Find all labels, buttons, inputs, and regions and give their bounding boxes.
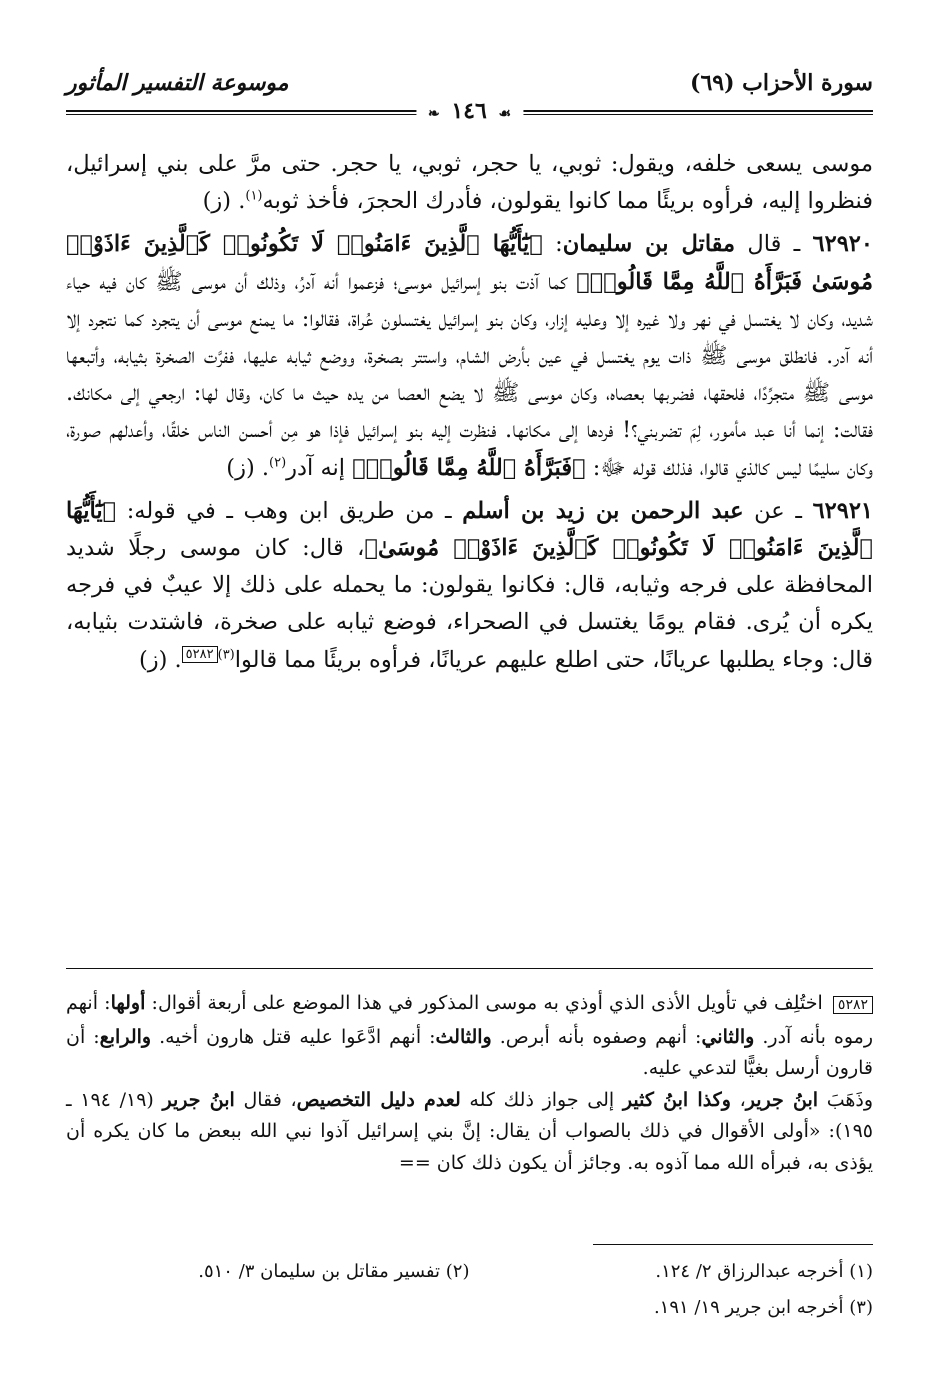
main-text <box>66 146 873 685</box>
narration-62921: ٦٢٩٢١ ـ عن عبد الرحمن بن زيد بن أسلم ـ من طريق ابن وهب ـ في قوله: ﴿يَٰٓأَيُّهَا ٱلَّذِينَ ءَامَنُوا۟ لَا تَكُونُوا۟ كَٱلَّذِينَ ءَاذَوْا۟ مُوسَىٰ﴾، قال: كان موسى رجلًا شديد المحافظة على فرجه وثيابه، قال: فكانوا يقولون: ما يحمله على ذلك إلا عيبٌ في فرجه يكره أن يُرى. فقام يومًا يغتسل في الصحراء، فوضع ثيابه على صخرة، فاشتدت بثيابه، قال: وجاء يطلبها عريانًا، حتى اطلع عليهم عريانًا، فرأوه بريئًا مما قالوا$^{(٣)٥٢٨٢}$. (ز) <box>66 497 874 673</box>
footnote-1: (١) أخرجه عبدالرزاق ٢/ ١٢٤. <box>655 1261 873 1282</box>
page-number-text: ١٤٦ <box>451 98 487 124</box>
narration-number: ٦٢٩٢١ <box>812 497 873 524</box>
commentary-ref: ٥٢٨٢ <box>182 646 218 663</box>
footnotes-rule <box>593 1244 873 1245</box>
commentary-block <box>66 988 873 1179</box>
footnote-ref: (٣) <box>217 647 235 663</box>
ornament-right-icon: ☙ <box>498 106 512 122</box>
quran-verse: ﴿يَٰٓأَيُّهَا ٱلَّذِينَ ءَامَنُوا۟ لَا تَكُونُوا۟ كَٱلَّذِينَ ءَاذَوْا۟ مُوسَىٰ فَبَرَّأَهُ ٱللَّهُ مِمَّا قَالُوا۟﴾ <box>66 231 874 295</box>
footnote-row <box>66 1290 873 1326</box>
narration-number: ٦٢٩٢٠ <box>812 231 873 258</box>
page-header <box>66 66 873 136</box>
footnote-2: (٢) تفسير مقاتل بن سليمان ٣/ ٥١٠. <box>198 1261 470 1282</box>
narrator-name: مقاتل بن سليمان <box>562 231 736 258</box>
commentary-number: ٥٢٨٢ <box>833 996 873 1014</box>
quran-verse: ﴿فَبَرَّأَهُ ٱللَّهُ مِمَّا قَالُوا۟﴾ <box>352 454 586 481</box>
book-title: موسوعة التفسير المأثور <box>66 70 289 96</box>
narrator-name: عبد الرحمن بن زيد بن أسلم <box>462 497 744 524</box>
footnotes <box>66 1254 873 1326</box>
quran-verse: ﴿يَٰٓأَيُّهَا ٱلَّذِينَ ءَامَنُوا۟ لَا تَكُونُوا۟ كَٱلَّذِينَ ءَاذَوْا۟ مُوسَىٰ﴾ <box>66 497 874 562</box>
page-number <box>416 98 523 124</box>
footnote-ref: (١) <box>245 188 263 204</box>
commentary-rule <box>66 968 873 969</box>
footnote-3: (٣) أخرجه ابن جرير ١٩/ ١٩١. <box>653 1297 873 1318</box>
commentary-paragraph-2: وذَهَبَ ابنُ جرير، وكذا ابنُ كثير إلى جواز ذلك كله لعدم دليل التخصيص، فقال ابنُ جرير (١٩/ ١٩٤ ـ ١٩٥): «أولى الأقوال في ذلك بالصواب أن يقال: إنَّ بني إسرائيل آذوا نبي الله ببعض ما كان يكره أن يؤذى به، فبرأه الله مما آذوه به. وجائز أن يكون ذلك كان == <box>66 1088 874 1174</box>
ornament-left-icon: ❧ <box>427 106 440 122</box>
footnote-row <box>66 1254 873 1290</box>
paragraph-continuation: موسى يسعى خلفه، ويقول: ثوبي، يا حجر، ثوبي، يا حجر. حتى مرَّ على بني إسرائيل، فنظروا إليه، فرأوه بريئًا مما كانوا يقولون، فأدرك الحجرَ، فأخذ ثوبه$^{(١)}$. (ز) <box>66 151 873 215</box>
footnote-ref: (٢) <box>269 455 287 471</box>
surah-title: سورة الأحزاب (٦٩) <box>690 70 873 96</box>
narration-62920: ٦٢٩٢٠ ـ قال مقاتل بن سليمان: ﴿يَٰٓأَيُّهَا ٱلَّذِينَ ءَامَنُوا۟ لَا تَكُونُوا۟ كَٱلَّذِينَ ءَاذَوْا۟ مُوسَىٰ فَبَرَّأَهُ ٱللَّهُ مِمَّا قَالُوا۟﴾ كما آذت بنو إسرائيل موسى؛ فزعموا أنه آدرُ، وذلك أن موسى ﷺ كان فيه حياء شديد، وكان لا يغتسل في نهر ولا غيره إلا وعليه إزار، وكان بنو إسرائيل يغتسلون عُراة، فقالوا: ما يمنع موسى أن يتجرد كما نتجرد إلا أنه آدر. فانطلق موسى ﷺ ذات يوم يغتسل في عين بأرض الشام، واستتر بصخرة، ووضع ثيابه عليها، ففرَّت الصخرة بثيابه، وأتبعها موسى ﷺ متجرِّدًا، فلحقها، فضربها بعصاه، وكان موسى ﷺ لا يضع العصا من يده حيث ما كان، وقال لها: ارجعي إلى مكانك. فقالت: إنما أنا عبد مأمور، لِمَ تضربني؟! فردها إلى مكانها. فنظرت إليه بنو إسرائيل فإذا هو مِن أحسن الناس خلقًا، وأعدلهم صورة، وكان سليمًا ليس كالذي قالوا، فذلك قوله ﷻ: ﴿فَبَرَّأَهُ ٱللَّهُ مِمَّا قَالُوا۟﴾ إنه آدر$^{(٢)}$. (ز) <box>66 231 874 481</box>
commentary-paragraph-1: ٥٢٨٢ اختُلِف في تأويل الأذى الذي أوذي به موسى المذكور في هذا الموضع على أربعة أقوال: أولها: أنهم رموه بأنه آدر. والثاني: أنهم وصفوه بأنه أبرص. والثالث: أنهم ادَّعَوا عليه قتل هارون أخيه. والرابع: أن قارون أرسل بغيًّا لتدعي عليه. <box>66 992 873 1079</box>
